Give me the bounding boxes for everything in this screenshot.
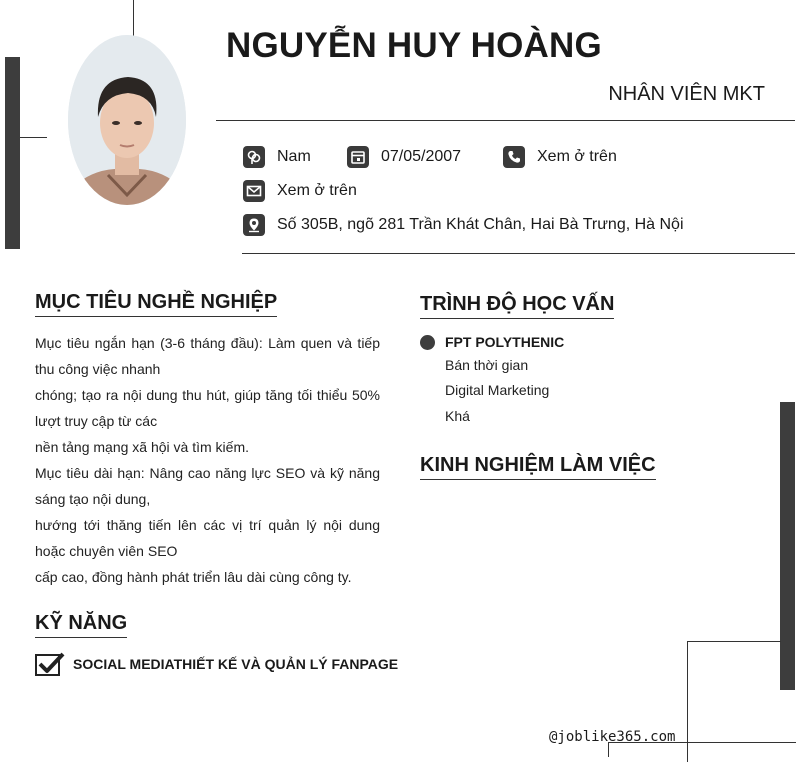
phone-row (503, 146, 617, 168)
checkbox-icon (35, 652, 65, 681)
right-accent-bar (780, 402, 795, 690)
phone-icon (503, 146, 525, 168)
top-vertical-line (133, 0, 134, 36)
location-pin-icon (243, 214, 265, 236)
skills-section (35, 612, 127, 638)
objective-section (35, 291, 277, 317)
header-divider (216, 120, 795, 121)
gender-icon (243, 146, 265, 168)
objective-line: nền tảng mạng xã hội và tìm kiếm. (35, 439, 249, 455)
objective-line: Mục tiêu ngắn hạn (3-6 tháng đầu): Làm quen và tiếp thu công việc nhanh (35, 335, 380, 377)
address-row (243, 214, 684, 236)
education-mode: Bán thời gian (445, 357, 529, 373)
experience-title: KINH NGHIỆM LÀM VIỆC (420, 454, 656, 480)
contact-divider (242, 253, 795, 254)
dob-row (347, 146, 461, 168)
education-school: FPT POLYTHENIC (445, 334, 565, 350)
education-section (420, 293, 614, 319)
candidate-name: NGUYỄN HUY HOÀNG (226, 26, 602, 65)
objective-line: hướng tới thăng tiến lên các vị trí quản lý nội dung hoặc chuyên viên SEO (35, 517, 380, 559)
timeline-dot (420, 335, 435, 350)
corner-frame (687, 641, 781, 762)
education-major: Digital Marketing (445, 382, 550, 398)
email-value: Xem ở trên (277, 182, 357, 199)
envelope-icon (243, 180, 265, 202)
skill-item: SOCIAL MEDIATHIẾT KẾ VÀ QUẢN LÝ FANPAGE (73, 656, 399, 672)
left-accent-bar (5, 57, 20, 249)
address-value: Số 305B, ngõ 281 Trần Khát Chân, Hai Bà Trưng, Hà Nội (277, 216, 684, 233)
footer-watermark: @joblike365.com (549, 729, 676, 745)
objective-line: chóng; tạo ra nội dung thu hút, giúp tăng tối thiểu 50% lượt truy cập từ các (35, 387, 380, 429)
experience-section (420, 454, 656, 480)
email-row (243, 180, 357, 202)
skills-title: KỸ NĂNG (35, 612, 127, 638)
objective-line: Mục tiêu dài hạn: Nâng cao năng lực SEO và kỹ năng sáng tạo nội dung, (35, 465, 380, 507)
dob-value: 07/05/2007 (381, 148, 462, 165)
objective-title: MỤC TIÊU NGHỀ NGHIỆP (35, 291, 277, 317)
left-short-line (20, 137, 47, 138)
calendar-icon (347, 146, 369, 168)
objective-text (35, 330, 380, 590)
profile-photo (68, 35, 186, 205)
objective-line: cấp cao, đồng hành phát triển lâu dài cùng công ty. (35, 569, 352, 585)
gender-value: Nam (277, 148, 311, 165)
phone-value: Xem ở trên (537, 148, 617, 165)
job-title: NHÂN VIÊN MKT (608, 83, 765, 105)
gender-row (243, 146, 311, 168)
education-title: TRÌNH ĐỘ HỌC VẤN (420, 293, 614, 319)
education-grade: Khá (445, 408, 470, 424)
